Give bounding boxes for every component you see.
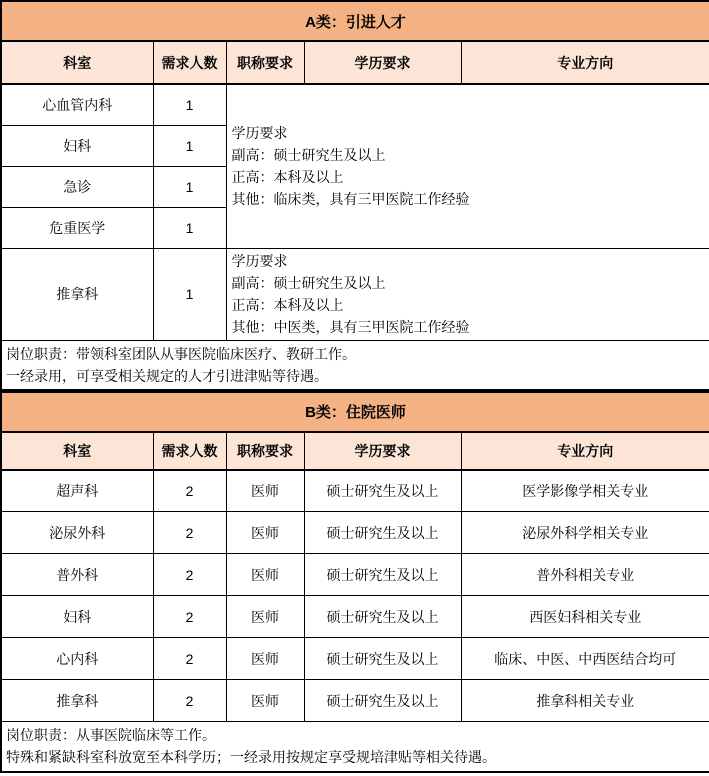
footer-line: 岗位职责：带领科室团队从事医院临床医疗、教研工作。 <box>6 345 356 362</box>
cell-count: 1 <box>153 207 226 248</box>
requirements-clinical-cell <box>226 84 709 248</box>
table-row <box>1 596 709 638</box>
cell-title-req: 医师 <box>226 470 304 512</box>
cell-count: 1 <box>153 125 226 166</box>
cell-degree-req: 硕士研究生及以上 <box>304 680 461 722</box>
table-row <box>1 680 709 722</box>
cell-title-req: 医师 <box>226 638 304 680</box>
cell-dept: 妇科 <box>1 596 153 638</box>
cell-count: 1 <box>153 248 226 340</box>
cell-major: 普外科相关专业 <box>461 554 709 596</box>
column-header-dept: 科室 <box>1 41 153 84</box>
cell-count: 1 <box>153 84 226 125</box>
footer-line: 一经录用，可享受相关规定的人才引进津贴等待遇。 <box>6 367 328 384</box>
column-header-major: 专业方向 <box>461 432 709 470</box>
section-a-title-row <box>1 1 709 41</box>
requirement-line: 正高：本科及以上 <box>231 169 344 186</box>
cell-count: 2 <box>153 512 226 554</box>
cell-degree-req: 硕士研究生及以上 <box>304 470 461 512</box>
section-a-column-header-row <box>1 41 709 84</box>
cell-major: 临床、中医、中西医结合均可 <box>461 638 709 680</box>
column-header-degree-req: 学历要求 <box>304 41 461 84</box>
cell-count: 2 <box>153 680 226 722</box>
table-row <box>1 512 709 554</box>
requirements-tcm-cell <box>226 248 709 340</box>
section-b-table <box>0 391 709 773</box>
cell-title-req: 医师 <box>226 680 304 722</box>
requirement-line: 副高：硕士研究生及以上 <box>231 275 386 291</box>
cell-count: 2 <box>153 638 226 680</box>
section-b-footer-row <box>1 722 709 772</box>
section-b-title: B类：住院医师 <box>1 392 709 432</box>
cell-dept: 危重医学 <box>1 207 153 248</box>
cell-dept: 心内科 <box>1 638 153 680</box>
cell-major: 推拿科相关专业 <box>461 680 709 722</box>
cell-dept: 妇科 <box>1 125 153 166</box>
requirement-line: 正高：本科及以上 <box>231 297 344 313</box>
footer-line: 特殊和紧缺科室科放宽至本科学历；一经录用按规定享受规培津贴等相关待遇。 <box>6 749 496 766</box>
table-row <box>1 248 709 340</box>
footer-line: 岗位职责：从事医院临床等工作。 <box>6 727 216 744</box>
section-a-footer <box>1 340 709 390</box>
cell-major: 西医妇科相关专业 <box>461 596 709 638</box>
section-b-footer <box>1 722 709 772</box>
cell-major: 泌尿外科学相关专业 <box>461 512 709 554</box>
cell-dept: 推拿科 <box>1 680 153 722</box>
cell-count: 1 <box>153 166 226 207</box>
table-row <box>1 470 709 512</box>
section-b-column-header-row <box>1 432 709 470</box>
cell-title-req: 医师 <box>226 596 304 638</box>
requirement-line: 学历要求 <box>231 253 288 269</box>
table-row <box>1 638 709 680</box>
column-header-major: 专业方向 <box>461 41 709 84</box>
column-header-dept: 科室 <box>1 432 153 470</box>
cell-dept: 泌尿外科 <box>1 512 153 554</box>
requirement-line: 其他：中医类，具有三甲医院工作经验 <box>231 319 470 335</box>
cell-degree-req: 硕士研究生及以上 <box>304 638 461 680</box>
cell-dept: 超声科 <box>1 470 153 512</box>
section-a-title: A类：引进人才 <box>1 1 709 41</box>
cell-title-req: 医师 <box>226 512 304 554</box>
cell-count: 2 <box>153 554 226 596</box>
cell-degree-req: 硕士研究生及以上 <box>304 512 461 554</box>
cell-title-req: 医师 <box>226 554 304 596</box>
column-header-title-req: 职称要求 <box>226 432 304 470</box>
column-header-degree-req: 学历要求 <box>304 432 461 470</box>
cell-major: 医学影像学相关专业 <box>461 470 709 512</box>
table-row <box>1 554 709 596</box>
cell-dept: 心血管内科 <box>1 84 153 125</box>
column-header-count: 需求人数 <box>153 41 226 84</box>
section-a-footer-row <box>1 340 709 390</box>
section-b-title-row <box>1 392 709 432</box>
table-row <box>1 84 709 125</box>
column-header-title-req: 职称要求 <box>226 41 304 84</box>
cell-degree-req: 硕士研究生及以上 <box>304 554 461 596</box>
cell-count: 2 <box>153 470 226 512</box>
cell-degree-req: 硕士研究生及以上 <box>304 596 461 638</box>
requirement-line: 其他：临床类，具有三甲医院工作经验 <box>231 191 470 208</box>
requirement-line: 学历要求 <box>231 125 288 142</box>
requirement-line: 副高：硕士研究生及以上 <box>231 147 386 164</box>
cell-count: 2 <box>153 596 226 638</box>
cell-dept: 推拿科 <box>1 248 153 340</box>
column-header-count: 需求人数 <box>153 432 226 470</box>
cell-dept: 急诊 <box>1 166 153 207</box>
cell-dept: 普外科 <box>1 554 153 596</box>
